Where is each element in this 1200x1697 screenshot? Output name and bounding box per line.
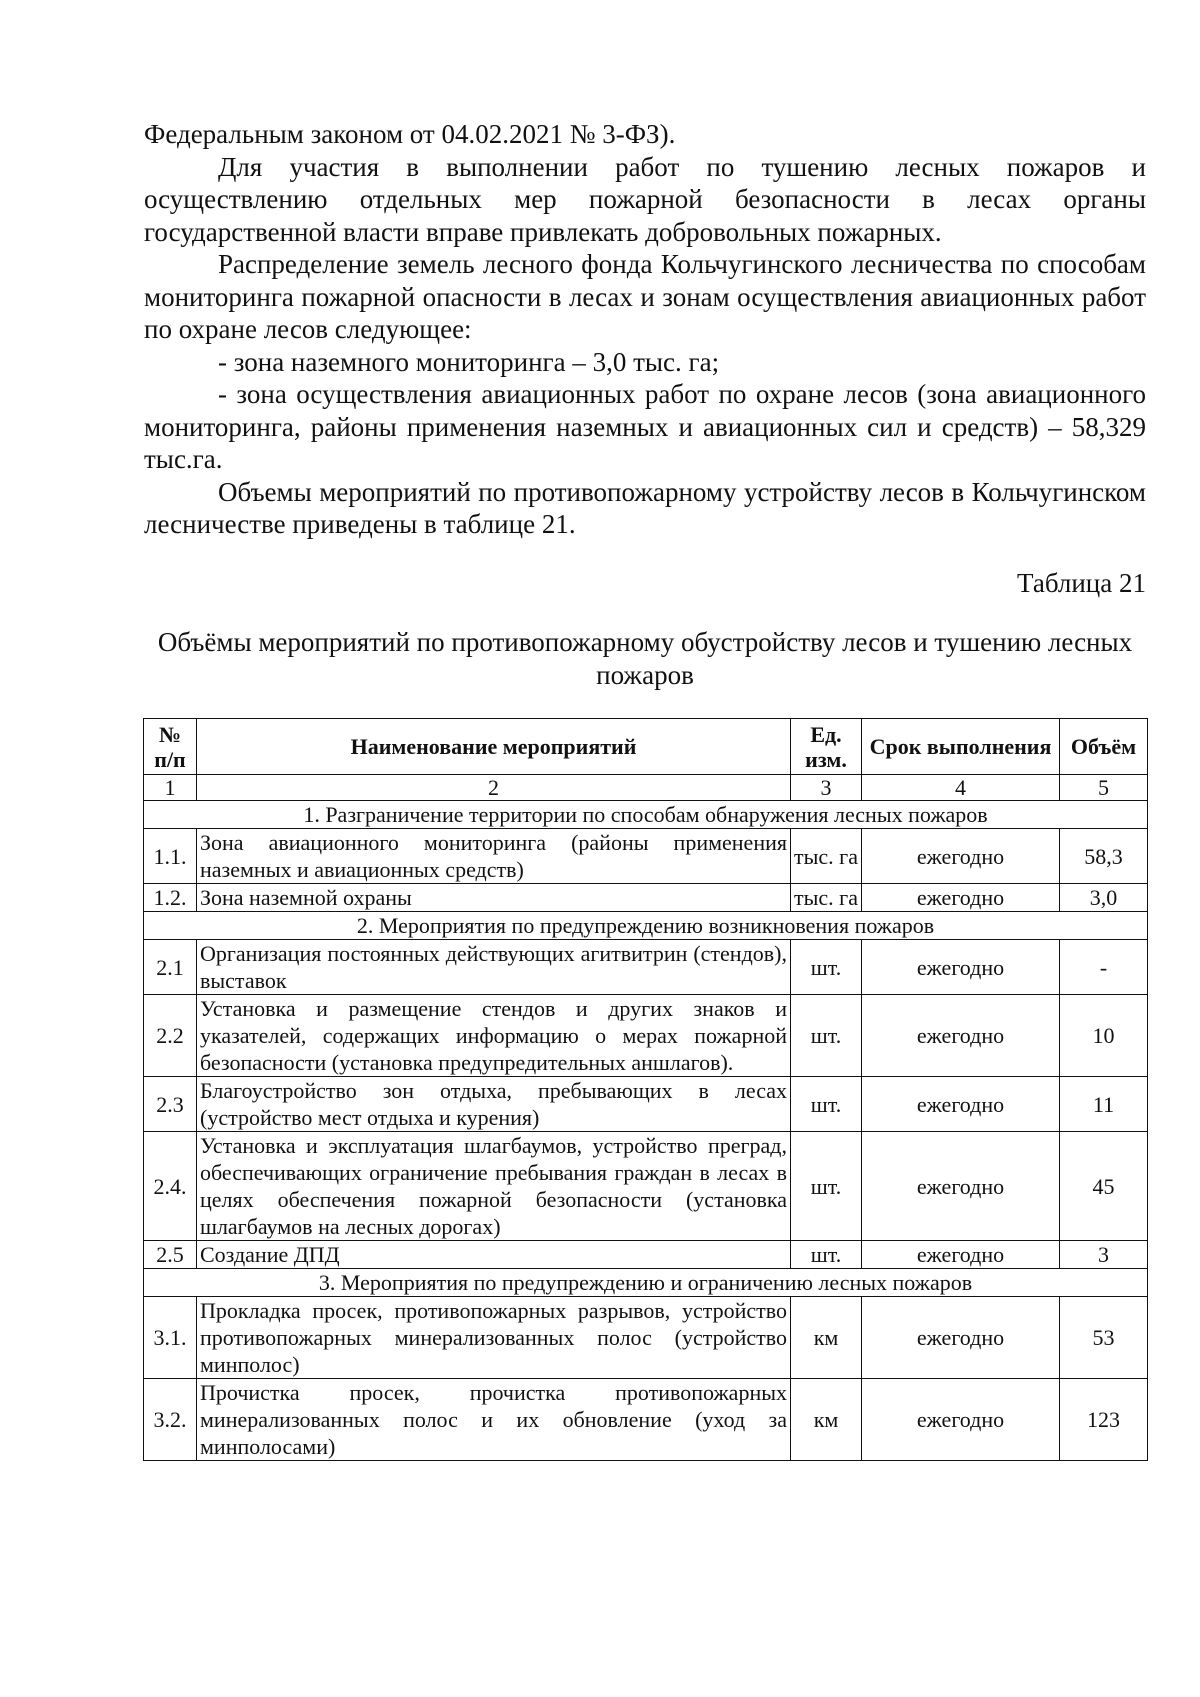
list-item: - зона осуществления авиационных работ по охране лесов (зона авиационного мониторинга, районы применения наземных и авиационных сил и средств) – 58,329 тыс.га. (144, 379, 1146, 474)
table-header-row (144, 719, 1148, 775)
cell-name: Зона наземной охраны (197, 884, 791, 912)
table-row (144, 995, 1148, 1077)
cell-num: 1.2. (144, 884, 197, 912)
measures-table (143, 718, 1148, 1461)
cell-term: ежегодно (862, 1379, 1060, 1461)
cell-num: 2.5 (144, 1241, 197, 1269)
body-text (144, 118, 1146, 541)
table-row (144, 940, 1148, 995)
table-row (144, 1241, 1148, 1269)
cell-unit: шт. (791, 995, 862, 1077)
cell-num: 2.2 (144, 995, 197, 1077)
header-term: Срок выполнения (862, 719, 1060, 775)
paragraph: Федеральным законом от 04.02.2021 № 3-ФЗ). (144, 119, 676, 149)
cell-volume: 123 (1060, 1379, 1148, 1461)
cell-unit: шт. (791, 1077, 862, 1132)
paragraph: Объемы мероприятий по противопожарному устройству лесов в Кольчугинском лесничестве приведены в таблице 21. (144, 476, 1146, 539)
cell-volume: 10 (1060, 995, 1148, 1077)
section-title: 1. Разграничение территории по способам обнаружения лесных пожаров (144, 801, 1148, 829)
cell-num: 3.2. (144, 1379, 197, 1461)
table-row (144, 884, 1148, 912)
cell-num: 2.4. (144, 1132, 197, 1241)
cell-name: Создание ДПД (197, 1241, 791, 1269)
cell-num: 2.3 (144, 1077, 197, 1132)
cell-name: Зона авиационного мониторинга (районы применения наземных и авиационных средств) (197, 829, 791, 884)
column-index: 5 (1060, 775, 1148, 801)
paragraph: Для участия в выполнении работ по тушению лесных пожаров и осуществлению отдельных мер пожарной безопасности в лесах органы государственной власти вправе привлекать добровольных пожарных. (144, 151, 1146, 247)
cell-unit: тыс. га (791, 884, 862, 912)
cell-num: 1.1. (144, 829, 197, 884)
cell-term: ежегодно (862, 884, 1060, 912)
cell-term: ежегодно (862, 940, 1060, 995)
header-name: Наименование мероприятий (197, 719, 791, 775)
cell-unit: км (791, 1379, 862, 1461)
cell-unit: км (791, 1297, 862, 1379)
cell-term: ежегодно (862, 1077, 1060, 1132)
column-index: 3 (791, 775, 862, 801)
cell-volume: 3,0 (1060, 884, 1148, 912)
column-index: 4 (862, 775, 1060, 801)
cell-volume: 11 (1060, 1077, 1148, 1132)
list-item: - зона наземного мониторинга – 3,0 тыс. га; (218, 346, 720, 377)
cell-term: ежегодно (862, 1297, 1060, 1379)
table-title: Объёмы мероприятий по противопожарному обустройству лесов и тушению лесных пожаров (157, 627, 1133, 690)
header-unit: Ед. изм. (791, 719, 862, 775)
table-row (144, 1132, 1148, 1241)
cell-name: Прокладка просек, противопожарных разрывов, устройство противопожарных минерализованных полос (устройство минполос) (197, 1297, 791, 1379)
cell-term: ежегодно (862, 995, 1060, 1077)
table-row (144, 1297, 1148, 1379)
cell-volume: 45 (1060, 1132, 1148, 1241)
table-label: Таблица 21 (1017, 568, 1146, 598)
cell-volume: 58,3 (1060, 829, 1148, 884)
column-index-row (144, 775, 1148, 801)
section-title: 2. Мероприятия по предупреждению возникновения пожаров (144, 912, 1148, 940)
cell-name: Установка и эксплуатация шлагбаумов, устройство преград, обеспечивающих ограничение пребывания граждан в лесах в целях обеспечения пожарной безопасности (установка шлагбаумов на лесных дорогах) (197, 1132, 791, 1241)
table-body (144, 775, 1148, 1461)
section-title: 3. Мероприятия по предупреждению и ограничению лесных пожаров (144, 1269, 1148, 1297)
header-num: № п/п (144, 719, 197, 775)
cell-volume: - (1060, 940, 1148, 995)
header-volume: Объём (1060, 719, 1148, 775)
cell-volume: 3 (1060, 1241, 1148, 1269)
cell-unit: шт. (791, 940, 862, 995)
cell-num: 3.1. (144, 1297, 197, 1379)
paragraph: Распределение земель лесного фонда Кольчугинского лесничества по способам мониторинга пожарной опасности в лесах и зонам осуществления авиационных работ по охране лесов следующее: (144, 249, 1146, 344)
cell-name: Организация постоянных действующих агитвитрин (стендов), выставок (197, 940, 791, 995)
cell-term: ежегодно (862, 1241, 1060, 1269)
cell-unit: шт. (791, 1132, 862, 1241)
cell-name: Установка и размещение стендов и других знаков и указателей, содержащих информацию о мерах пожарной безопасности (установка предупредительных аншлагов). (197, 995, 791, 1077)
cell-term: ежегодно (862, 829, 1060, 884)
cell-name: Благоустройство зон отдыха, пребывающих в лесах (устройство мест отдыха и курения) (197, 1077, 791, 1132)
table-row (144, 1077, 1148, 1132)
section-row (144, 1269, 1148, 1297)
section-row (144, 912, 1148, 940)
cell-volume: 53 (1060, 1297, 1148, 1379)
cell-term: ежегодно (862, 1132, 1060, 1241)
cell-unit: шт. (791, 1241, 862, 1269)
section-row (144, 801, 1148, 829)
cell-unit: тыс. га (791, 829, 862, 884)
table-row (144, 1379, 1148, 1461)
cell-name: Прочистка просек, прочистка противопожарных минерализованных полос и их обновление (уход за минполосами) (197, 1379, 791, 1461)
column-index: 2 (197, 775, 791, 801)
cell-num: 2.1 (144, 940, 197, 995)
column-index: 1 (144, 775, 197, 801)
table-row (144, 829, 1148, 884)
